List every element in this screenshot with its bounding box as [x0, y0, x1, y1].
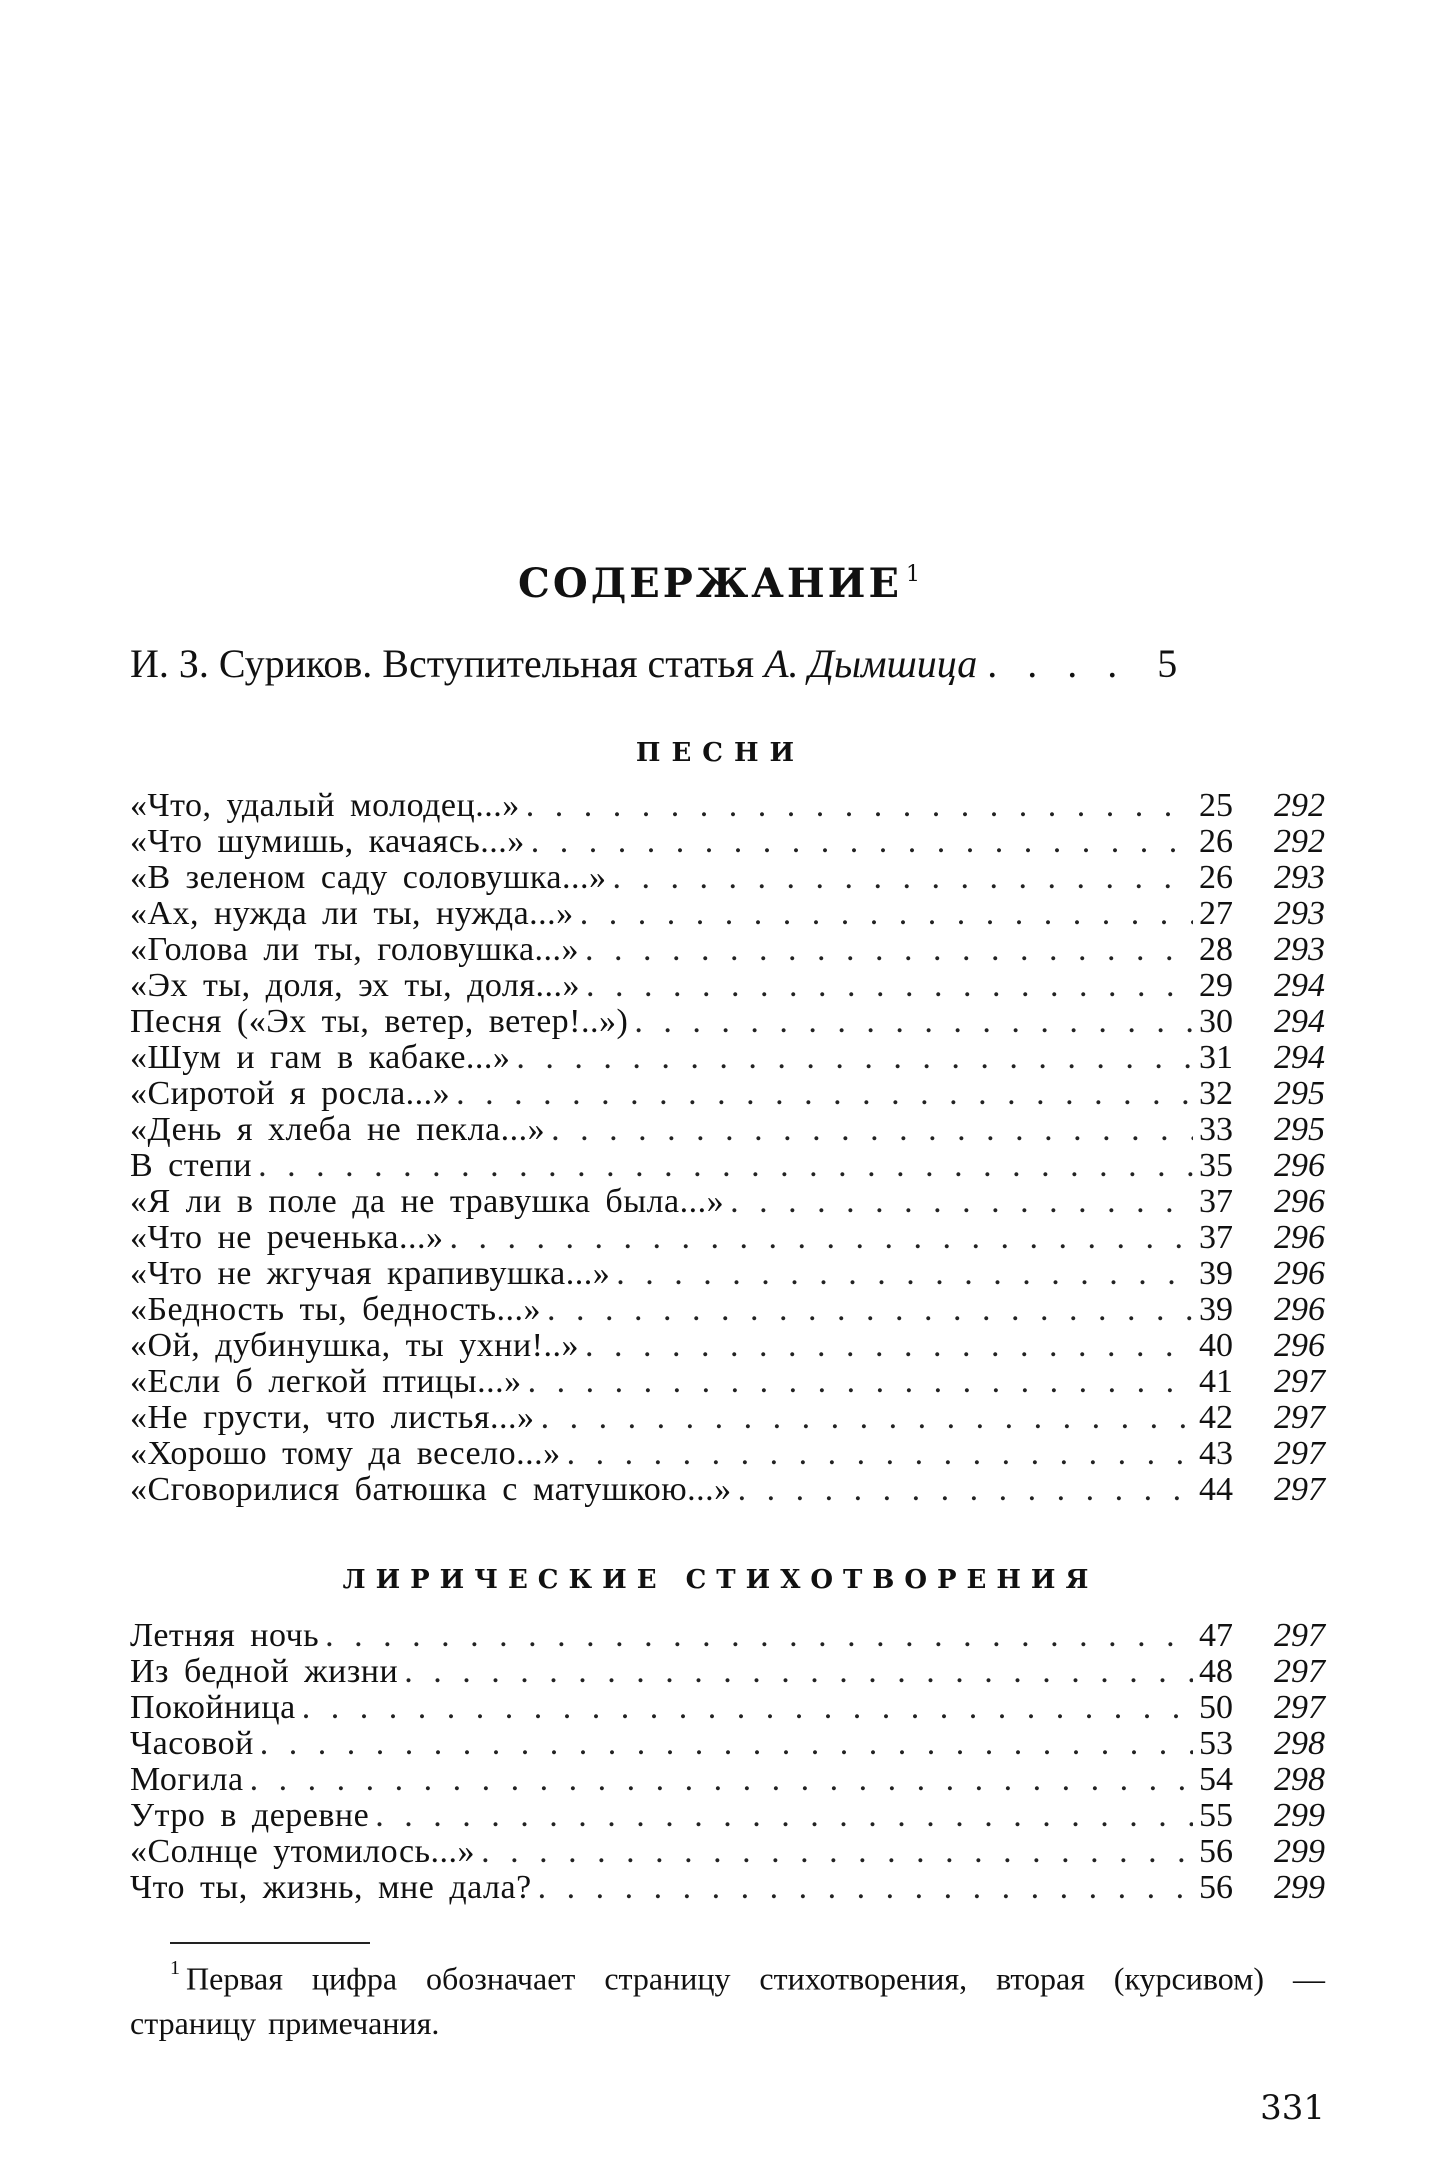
toc-entry-page-number: 39 [1199, 1255, 1233, 1292]
toc-entry-leader-dots [375, 1798, 1193, 1834]
toc-entry-note-page-number: 293 [1274, 859, 1325, 896]
toc-entry[interactable] [130, 1220, 1325, 1256]
toc-entry-page-number: 43 [1199, 1435, 1233, 1472]
toc-entry[interactable] [130, 968, 1325, 1004]
toc-entry-title: Что ты, жизнь, мне дала? [130, 1869, 532, 1906]
toc-entry-title: Могила [130, 1761, 244, 1798]
toc-entry-note-page-number: 297 [1274, 1689, 1325, 1726]
toc-entry-title: Песня («Эх ты, ветер, ветер!..») [130, 1003, 629, 1040]
toc-entry-title: «Ой, дубинушка, ты ухни!..» [130, 1327, 579, 1364]
toc-entry[interactable] [130, 1870, 1325, 1906]
toc-entry[interactable] [130, 1762, 1325, 1798]
footnote-mark: 1 [170, 1957, 180, 1979]
toc-entry-page-number: 29 [1199, 967, 1233, 1004]
toc-entry-leader-dots [531, 824, 1193, 860]
toc-entry-leader-dots [585, 932, 1193, 968]
footnote-divider [170, 1942, 370, 1944]
toc-entry-page-number: 37 [1199, 1219, 1233, 1256]
toc-entry-leader-dots [634, 1004, 1193, 1040]
toc-entry-leader-dots [250, 1762, 1193, 1798]
toc-entry[interactable] [130, 1798, 1325, 1834]
toc-entry-leader-dots [404, 1654, 1193, 1690]
toc-entry[interactable] [130, 896, 1325, 932]
toc-entry-leader-dots [738, 1472, 1193, 1508]
toc-entry-page-number: 56 [1199, 1869, 1233, 1906]
toc-entry[interactable] [130, 1292, 1325, 1328]
toc-entry-leader-dots [613, 860, 1194, 896]
toc-list-songs [130, 788, 1325, 1508]
toc-entry-title: «Что не жгучая крапивушка...» [130, 1255, 611, 1292]
toc-entry-leader-dots [538, 1870, 1193, 1906]
toc-entry[interactable] [130, 1726, 1325, 1762]
toc-entry-note-page-number: 296 [1274, 1291, 1325, 1328]
toc-entry-leader-dots [260, 1726, 1193, 1762]
toc-entry-note-page-number: 293 [1274, 895, 1325, 932]
toc-entry-note-page-number: 297 [1274, 1399, 1325, 1436]
toc-entry-note-page-number: 299 [1274, 1833, 1325, 1870]
toc-entry-page-number: 54 [1199, 1761, 1233, 1798]
toc-entry-title: «Голова ли ты, головушка...» [130, 931, 580, 968]
toc-entry-title: Утро в деревне [130, 1797, 370, 1834]
section-title-lyric-poems: ЛИРИЧЕСКИЕ СТИХОТВОРЕНИЯ [342, 1565, 1099, 1595]
toc-entry-note-page-number: 295 [1274, 1075, 1325, 1112]
toc-entry-page-number: 40 [1199, 1327, 1233, 1364]
toc-entry[interactable] [130, 1472, 1325, 1508]
toc-entry-page-number: 35 [1199, 1147, 1233, 1184]
footnote [130, 1950, 1325, 2045]
toc-entry-note-page-number: 297 [1274, 1617, 1325, 1654]
toc-entry[interactable] [130, 1364, 1325, 1400]
toc-entry-page-number: 30 [1199, 1003, 1233, 1040]
footnote-text: Первая цифра обозначает страницу стихотворения, вторая (курсивом) — страницу примечания. [130, 1960, 1325, 2041]
toc-entry[interactable] [130, 1148, 1325, 1184]
toc-entry-page-number: 37 [1199, 1183, 1233, 1220]
toc-entry[interactable] [130, 1834, 1325, 1870]
toc-entry[interactable] [130, 1690, 1325, 1726]
toc-entry-page-number: 26 [1199, 823, 1233, 860]
toc-entry-title: «Что, удалый молодец...» [130, 787, 520, 824]
toc-entry-title: «Что не реченька...» [130, 1219, 444, 1256]
intro-leader-dots: . . . . [987, 641, 1128, 686]
toc-entry-page-number: 55 [1199, 1797, 1233, 1834]
toc-entry-leader-dots [585, 1328, 1193, 1364]
toc-entry-leader-dots [541, 1400, 1193, 1436]
toc-entry-leader-dots [547, 1292, 1193, 1328]
toc-entry-title: Летняя ночь [130, 1617, 320, 1654]
toc-entry-page-number: 53 [1199, 1725, 1233, 1762]
toc-entry-page-number: 27 [1199, 895, 1233, 932]
intro-title: И. З. Суриков. Вступительная статья [130, 641, 765, 686]
toc-entry-page-number: 44 [1199, 1471, 1233, 1508]
toc-entry-note-page-number: 299 [1274, 1869, 1325, 1906]
toc-entry[interactable] [130, 1400, 1325, 1436]
section-title-songs: ПЕСНИ [635, 738, 806, 768]
toc-entry[interactable] [130, 1654, 1325, 1690]
toc-entry-title: «Хорошо тому да весело...» [130, 1435, 561, 1472]
toc-entry-title: «Я ли в поле да не травушка была...» [130, 1183, 725, 1220]
toc-entry-note-page-number: 292 [1274, 823, 1325, 860]
toc-entry-note-page-number: 296 [1274, 1327, 1325, 1364]
toc-entry-page-number: 33 [1199, 1111, 1233, 1148]
toc-entry-note-page-number: 299 [1274, 1797, 1325, 1834]
toc-entry-leader-dots [580, 896, 1193, 932]
toc-entry-page-number: 41 [1199, 1363, 1233, 1400]
toc-entry-note-page-number: 293 [1274, 931, 1325, 968]
toc-entry-title: «Не грусти, что листья...» [130, 1399, 535, 1436]
toc-entry-leader-dots [516, 1040, 1193, 1076]
toc-entry-note-page-number: 298 [1274, 1761, 1325, 1798]
intro-entry[interactable] [130, 640, 1310, 688]
toc-entry-title: «Сиротой я росла...» [130, 1075, 451, 1112]
toc-entry-note-page-number: 296 [1274, 1219, 1325, 1256]
toc-entry-leader-dots [551, 1112, 1193, 1148]
toc-entry[interactable] [130, 1618, 1325, 1654]
toc-entry-leader-dots [526, 788, 1193, 824]
toc-entry-leader-dots [528, 1364, 1193, 1400]
intro-author: А. Дымшица [764, 641, 978, 686]
toc-entry[interactable] [130, 1004, 1325, 1040]
toc-entry-title: В степи [130, 1147, 253, 1184]
toc-entry-title: «Эх ты, доля, эх ты, доля...» [130, 967, 581, 1004]
toc-entry[interactable] [130, 1436, 1325, 1472]
toc-entry-note-page-number: 298 [1274, 1725, 1325, 1762]
toc-entry-note-page-number: 296 [1274, 1255, 1325, 1292]
toc-entry-note-page-number: 297 [1274, 1435, 1325, 1472]
toc-entry[interactable] [130, 932, 1325, 968]
toc-entry[interactable] [130, 1328, 1325, 1364]
toc-entry-title: «В зеленом саду соловушка...» [130, 859, 607, 896]
toc-entry-leader-dots [616, 1256, 1193, 1292]
toc-entry-note-page-number: 294 [1274, 967, 1325, 1004]
toc-entry-title: «Ах, нужда ли ты, нужда...» [130, 895, 574, 932]
toc-entry[interactable] [130, 1184, 1325, 1220]
toc-entry[interactable] [130, 1076, 1325, 1112]
toc-entry-title: «Солнце утомилось...» [130, 1833, 476, 1870]
toc-entry[interactable] [130, 824, 1325, 860]
toc-entry-title: «День я хлеба не пекла...» [130, 1111, 546, 1148]
toc-entry[interactable] [130, 788, 1325, 824]
toc-entry-note-page-number: 297 [1274, 1471, 1325, 1508]
toc-entry-page-number: 28 [1199, 931, 1233, 968]
toc-entry-note-page-number: 294 [1274, 1003, 1325, 1040]
toc-entry-leader-dots [456, 1076, 1193, 1112]
toc-entry-page-number: 56 [1199, 1833, 1233, 1870]
toc-entry-note-page-number: 297 [1274, 1653, 1325, 1690]
toc-entry[interactable] [130, 1112, 1325, 1148]
page-number: 331 [1260, 2088, 1325, 2128]
toc-entry-note-page-number: 292 [1274, 787, 1325, 824]
toc-entry-leader-dots [481, 1834, 1193, 1870]
toc-entry-title: «Что шумишь, качаясь...» [130, 823, 525, 860]
toc-entry-leader-dots [586, 968, 1193, 1004]
toc-entry-title: Часовой [130, 1725, 254, 1762]
toc-list-lyric-poems [130, 1618, 1325, 1906]
toc-entry-leader-dots [450, 1220, 1193, 1256]
toc-entry-page-number: 31 [1199, 1039, 1233, 1076]
toc-entry-note-page-number: 296 [1274, 1183, 1325, 1220]
toc-entry-leader-dots [325, 1618, 1193, 1654]
toc-entry-title: «Если б легкой птицы...» [130, 1363, 522, 1400]
toc-entry[interactable] [130, 860, 1325, 896]
toc-entry-title: Из бедной жизни [130, 1653, 399, 1690]
intro-page-number: 5 [1157, 641, 1178, 686]
toc-entry-page-number: 26 [1199, 859, 1233, 896]
page-title [0, 560, 1441, 607]
toc-entry-page-number: 47 [1199, 1617, 1233, 1654]
toc-entry-page-number: 32 [1199, 1075, 1233, 1112]
toc-entry-title: «Шум и гам в кабаке...» [130, 1039, 511, 1076]
toc-entry-title: «Сговорилися батюшка с матушкою...» [130, 1471, 732, 1508]
toc-entry-leader-dots [567, 1436, 1193, 1472]
toc-entry-page-number: 48 [1199, 1653, 1233, 1690]
toc-entry-leader-dots [730, 1184, 1193, 1220]
toc-entry-page-number: 39 [1199, 1291, 1233, 1328]
toc-entry-page-number: 50 [1199, 1689, 1233, 1726]
toc-entry-page-number: 25 [1199, 787, 1233, 824]
toc-entry-note-page-number: 297 [1274, 1363, 1325, 1400]
toc-entry-note-page-number: 294 [1274, 1039, 1325, 1076]
toc-entry-note-page-number: 295 [1274, 1111, 1325, 1148]
toc-entry[interactable] [130, 1256, 1325, 1292]
toc-entry-leader-dots [258, 1148, 1193, 1184]
title-footnote-mark: 1 [905, 561, 923, 587]
toc-entry-note-page-number: 296 [1274, 1147, 1325, 1184]
toc-entry-page-number: 42 [1199, 1399, 1233, 1436]
page-title-text: СОДЕРЖАНИЕ [518, 560, 902, 607]
toc-entry-title: Покойница [130, 1689, 296, 1726]
toc-entry-title: «Бедность ты, бедность...» [130, 1291, 541, 1328]
toc-entry-leader-dots [302, 1690, 1193, 1726]
toc-entry[interactable] [130, 1040, 1325, 1076]
